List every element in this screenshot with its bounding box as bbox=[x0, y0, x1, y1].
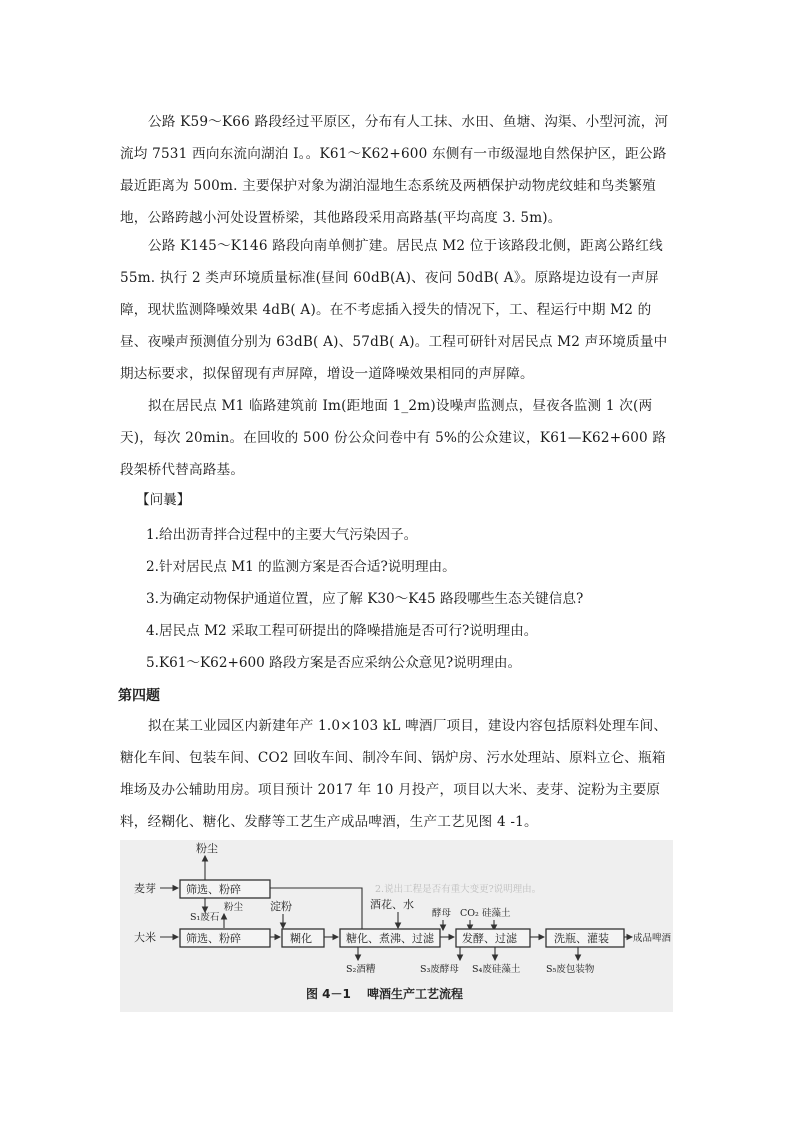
s4-label: S₄废硅藻土 bbox=[472, 964, 521, 975]
watermark-text: 2.说出工程是否有重大变更?说明理由。 bbox=[375, 884, 542, 895]
dust-mid-label: 粉尘 bbox=[224, 902, 244, 913]
paragraph-k59-k66: 公路 K59～K66 路段经过平原区，分布有人工抹、水田、鱼塘、沟渠、小型河流，河流均 7531 西向东流向湖泊 I。。K61～K62+600 东侧有一市级湿地自然保护区，距公路最近距离为 500m. 主要保护对象为湖泊湿地生态系统及两栖保护动物虎纹蛙和鸟类繁殖地，公路跨越小河处设置桥梁，其他路段采用高路基(平均高度 3. 5m)。 bbox=[120, 114, 669, 226]
question-2: 2.针对居民点 M1 的监测方案是否合适?说明理由。 bbox=[146, 559, 456, 575]
gelatinize-label: 糊化 bbox=[290, 932, 312, 945]
input-rice: 大米 bbox=[134, 931, 156, 944]
question-1: 1.给出沥青拌合过程中的主要大气污染因子。 bbox=[146, 527, 418, 543]
product-label: 成品啤酒 bbox=[633, 933, 672, 944]
input-hops-water: 酒花、水 bbox=[370, 898, 414, 911]
screen-crush-1-label: 筛选、粉碎 bbox=[186, 883, 241, 896]
question-4: 4.居民点 M2 采取工程可研提出的降噪措施是否可行?说明理由。 bbox=[146, 623, 538, 639]
input-malt: 麦芽 bbox=[134, 882, 156, 895]
saccharify-label: 糖化、煮沸、过滤 bbox=[346, 932, 434, 945]
input-diatomite: 硅藻土 bbox=[482, 908, 511, 919]
question-3: 3.为确定动物保护通道位置，应了解 K30～K45 路段哪些生态关键信息? bbox=[146, 591, 584, 607]
input-co2: CO₂ bbox=[460, 908, 479, 919]
s3-label: S₃废酵母 bbox=[420, 964, 459, 975]
question-5: 5.K61～K62+600 路段方案是否应采纳公众意见?说明理由。 bbox=[146, 655, 522, 671]
input-yeast: 酵母 bbox=[432, 908, 452, 919]
process-flow-figure bbox=[120, 840, 673, 1012]
figure-caption: 图 4－1 啤酒生产工艺流程 bbox=[306, 987, 464, 1001]
ferment-label: 发酵、过滤 bbox=[462, 932, 517, 945]
paragraph-m1-monitoring: 拟在居民点 M1 临路建筑前 Im(距地面 1_2m)设噪声监测点，昼夜各监测 1 次(两天)，每次 20min。在回收的 500 份公众问卷中有 5%的公众建议，K61—K62+600 路段架桥代替高路基。 bbox=[120, 398, 667, 478]
s5-label: S₅废包装物 bbox=[546, 964, 595, 975]
dust-top-label: 粉尘 bbox=[196, 842, 218, 855]
wash-fill-label: 洗瓶、灌装 bbox=[554, 932, 609, 945]
questions-title: 【问曩】 bbox=[136, 492, 191, 508]
s1-label: S₁废石 bbox=[190, 912, 220, 923]
input-starch: 淀粉 bbox=[270, 900, 292, 913]
paragraph-brewery: 拟在某工业园区内新建年产 1.0×103 kL 啤酒厂项目，建设内容包括原料处理车间、糖化车间、包装车间、CO2 回收车间、制冷车间、锅炉房、污水处理站、原料立仑、瓶箱堆场及办公辅助用房。项目预计 2017 年 10 月投产，项目以大米、麦芽、淀粉为主要原料，经糊化、糖化、发酵等工艺生产成品啤酒，生产工艺见图 4 -1。 bbox=[120, 718, 668, 830]
paragraph-k145-k146: 公路 K145～K146 路段向南单侧扩建。居民点 M2 位于该路段北侧，距离公路红线 55m. 执行 2 类声环境质量标准(昼间 60dB(A)、夜问 50dB( A》。原路堤边设有一声屏障，现状监测降噪效果 4dB( A)。在不考虑插入授失的情况下，工、程运行中期 M2 的昼、夜噪声预测值分别为 63dB( A)、57dB( A)。工程可研针对居民点 M2 声环境质量中期达标要求，拟保留现有声屏障，增设一道降噪效果相同的声屏障。 bbox=[120, 238, 668, 382]
screen-crush-2-label: 筛选、粉碎 bbox=[186, 932, 241, 945]
section-4-title: 第四题 bbox=[118, 688, 160, 704]
process-flow-diagram bbox=[120, 840, 673, 1012]
s2-label: S₂酒糟 bbox=[346, 964, 376, 975]
